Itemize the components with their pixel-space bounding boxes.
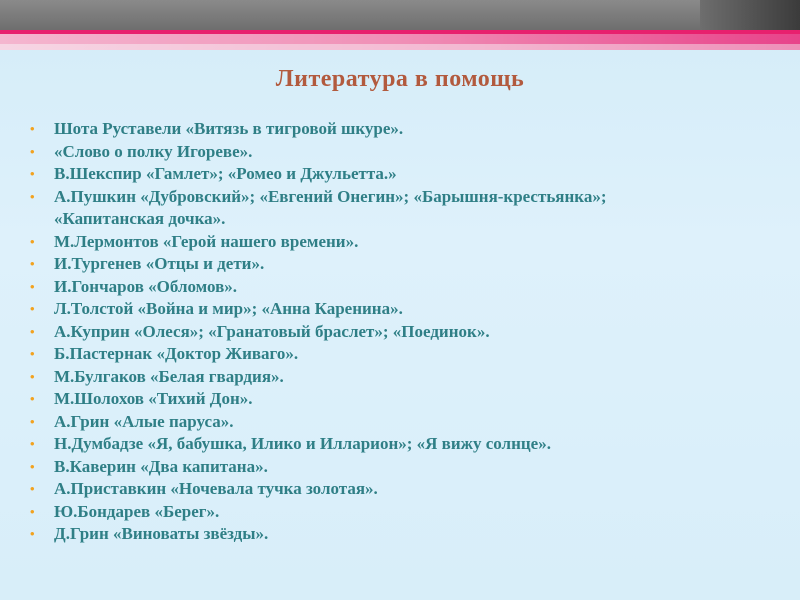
bullet-icon: • xyxy=(30,166,35,181)
header-dark-corner xyxy=(700,0,800,30)
list-item-text: А.Грин «Алые паруса». xyxy=(54,411,234,431)
list-item-text: А.Куприн «Олеся»; «Гранатовый браслет»; «Поединок». xyxy=(54,321,490,341)
list-item xyxy=(28,343,778,366)
list-item-text: А.Пушкин «Дубровский»; «Евгений Онегин»; «Барышня-крестьянка»; xyxy=(54,186,607,206)
bullet-icon: • xyxy=(30,458,35,474)
bullet-icon: • xyxy=(30,526,35,541)
list-item-text: И.Гончаров «Обломов». xyxy=(54,276,238,296)
list-item-text: М.Булгаков «Белая гвардия». xyxy=(54,366,284,386)
list-item-text: Д.Грин «Виноваты звёзды». xyxy=(54,524,269,543)
list-item-text: В.Каверин «Два капитана». xyxy=(54,456,268,476)
bullet-icon: • xyxy=(30,436,35,451)
header-pink-band xyxy=(0,34,800,44)
bullet-icon: • xyxy=(30,323,35,339)
list-item xyxy=(28,321,778,344)
slide-title: Литература в помощь xyxy=(275,66,525,92)
list-item-text-continued: «Капитанская дочка». xyxy=(54,209,226,228)
bullet-icon: • xyxy=(30,256,35,271)
bullet-icon: • xyxy=(30,413,35,429)
list-item xyxy=(28,523,778,546)
header-pink-band-light xyxy=(0,44,800,50)
bullet-icon: • xyxy=(30,301,35,316)
bullet-icon: • xyxy=(30,391,35,406)
bullet-icon: • xyxy=(30,368,35,384)
list-item xyxy=(28,141,778,164)
list-item xyxy=(28,186,778,231)
bullet-icon: • xyxy=(30,188,35,204)
bullet-icon: • xyxy=(30,233,35,249)
bullet-icon: • xyxy=(30,346,35,361)
list-item-text: Н.Думбадзе «Я, бабушка, Илико и Илларион»; «Я вижу солнце». xyxy=(54,434,551,453)
bullet-icon: • xyxy=(30,143,35,159)
list-item xyxy=(28,298,778,321)
header-gray-band xyxy=(0,0,800,30)
list-item-text: В.Шекспир «Гамлет»; «Ромео и Джульетта.» xyxy=(54,164,397,183)
bullet-icon: • xyxy=(30,481,35,496)
list-item xyxy=(28,388,778,411)
list-item xyxy=(28,456,778,479)
list-item xyxy=(28,501,778,524)
list-item xyxy=(28,411,778,434)
literature-list xyxy=(28,118,778,546)
list-item xyxy=(28,163,778,186)
list-item-text: М.Шолохов «Тихий Дон». xyxy=(54,389,253,408)
list-item xyxy=(28,118,778,141)
list-item xyxy=(28,276,778,299)
list-item-text: Ю.Бондарев «Берег». xyxy=(54,501,220,521)
bullet-icon: • xyxy=(30,278,35,294)
list-item-text: И.Тургенев «Отцы и дети». xyxy=(54,254,265,273)
list-item-text: Б.Пастернак «Доктор Живаго». xyxy=(54,344,299,363)
list-item xyxy=(28,231,778,254)
list-item-text: Шота Руставели «Витязь в тигровой шкуре». xyxy=(54,119,404,138)
list-item-text: А.Приставкин «Ночевала тучка золотая». xyxy=(54,479,378,498)
bullet-icon: • xyxy=(30,503,35,519)
list-item-text: М.Лермонтов «Герой нашего времени». xyxy=(54,231,359,251)
list-item xyxy=(28,253,778,276)
list-item xyxy=(28,433,778,456)
list-item-text: Л.Толстой «Война и мир»; «Анна Каренина». xyxy=(54,299,403,318)
list-item xyxy=(28,478,778,501)
bullet-icon: • xyxy=(30,121,35,136)
list-item xyxy=(28,366,778,389)
list-item-text: «Слово о полку Игореве». xyxy=(54,141,253,161)
